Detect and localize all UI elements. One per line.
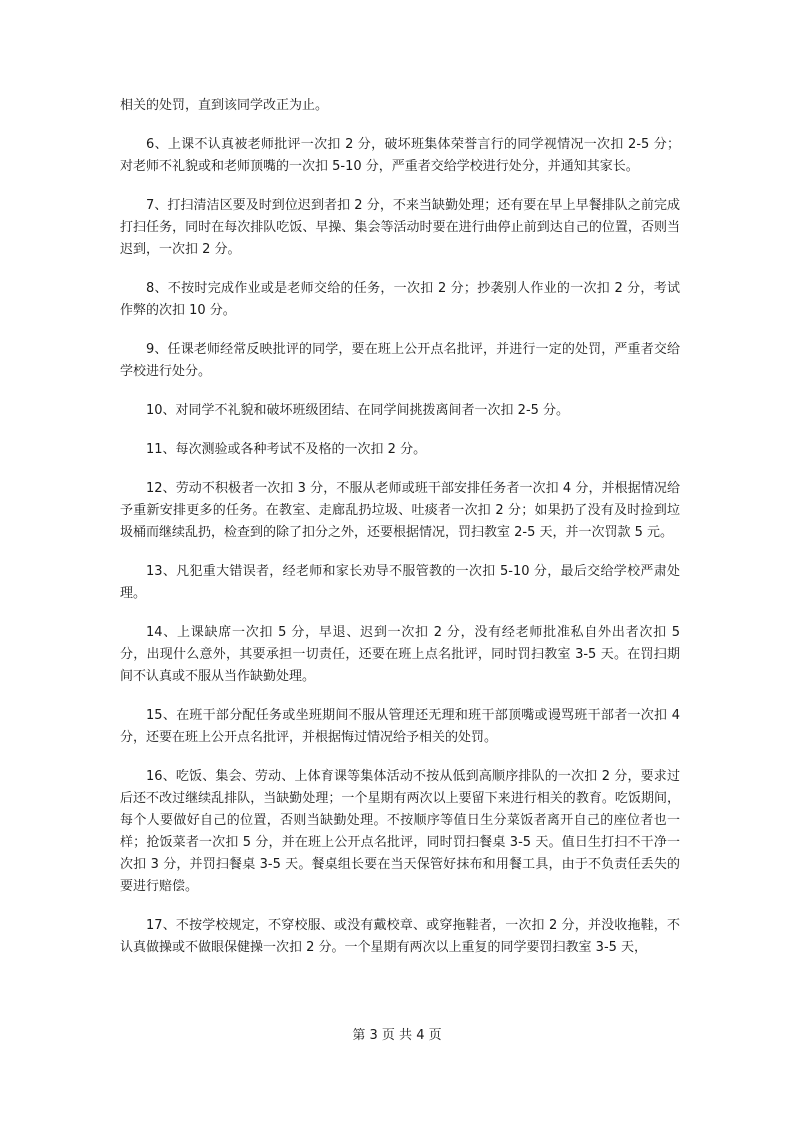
paragraph-rule-7: 7、打扫清洁区要及时到位迟到者扣 2 分，不来当缺勤处理；还有要在早上早餐排队之前完成打扫任务，同时在每次排队吃饭、早操、集会等活动时要在进行曲停止前到达自己的位置，否则当迟到，一次扣 2 分。 <box>120 198 680 257</box>
page-number-footer: 第 3 页 共 4 页 <box>352 1028 442 1043</box>
paragraph-rule-15: 15、在班干部分配任务或坐班期间不服从管理还无理和班干部顶嘴或谩骂班干部者一次扣 4 分，还要在班上公开点名批评，并根据悔过情况给予相关的处罚。 <box>120 708 680 745</box>
paragraph-rule-9: 9、任课老师经常反映批评的同学，要在班上公开点名批评，并进行一定的处罚，严重者交给学校进行处分。 <box>120 342 680 379</box>
paragraph-rule-13: 13、凡犯重大错误者，经老师和家长劝导不服管教的一次扣 5-10 分，最后交给学校严肃处理。 <box>120 564 680 601</box>
paragraph-rule-6: 6、上课不认真被老师批评一次扣 2 分，破坏班集体荣誉言行的同学视情况一次扣 2-5 分；对老师不礼貌或和老师顶嘴的一次扣 5-10 分，严重者交给学校进行处分，并通知其家长。 <box>120 137 680 174</box>
paragraph-rule-8: 8、不按时完成作业或是老师交给的任务，一次扣 2 分；抄袭别人作业的一次扣 2 分，考试作弊的次扣 10 分。 <box>120 281 680 318</box>
paragraph-rule-17: 17、不按学校规定，不穿校服、或没有戴校章、或穿拖鞋者，一次扣 2 分，并没收拖鞋，不认真做操或不做眼保健操一次扣 2 分。一个星期有两次以上重复的同学要罚扫教室 3-5 天， <box>120 918 680 955</box>
paragraph-rule-14: 14、上课缺席一次扣 5 分，早退、迟到一次扣 2 分，没有经老师批准私自外出者次扣 5 分，出现什么意外，其要承担一切责任，还要在班上点名批评，同时罚扫教室 3-5 天。在罚扫期间不认真或不服从当作缺勤处理。 <box>120 625 680 684</box>
paragraph-rule-16: 16、吃饭、集会、劳动、上体育课等集体活动不按从低到高顺序排队的一次扣 2 分，要求过后还不改过继续乱排队，当缺勤处理；一个星期有两次以上要留下来进行相关的教育。吃饭期间，每个人要做好自己的位置，否则当缺勤处理。不按顺序等值日生分菜饭者离开自己的座位者也一样；抢饭菜者一次扣 5 分，并在班上公开点名批评，同时罚扫餐桌 3-5 天。值日生打扫不干净一次扣 3 分，并罚扫餐桌 3-5 天。餐桌组长要在当天保管好抹布和用餐工具，由于不负责任丢失的要进行赔偿。 <box>120 769 680 894</box>
document-body <box>120 95 680 976</box>
paragraph-rule-12: 12、劳动不积极者一次扣 3 分，不服从老师或班干部安排任务者一次扣 4 分，并根据情况给予重新安排更多的任务。在教室、走廊乱扔垃圾、吐痰者一次扣 2 分；如果扔了没有及时捡到垃圾桶而继续乱扔，检查到的除了扣分之外，还要根据情况，罚扫教室 2-5 天，并一次罚款 5 元。 <box>120 481 680 540</box>
paragraph-rule-11: 11、每次测验或各种考试不及格的一次扣 2 分。 <box>146 442 427 457</box>
paragraph-continuation: 相关的处罚，直到该同学改正为止。 <box>120 98 329 113</box>
paragraph-rule-10: 10、对同学不礼貌和破坏班级团结、在同学间挑拨离间者一次扣 2-5 分。 <box>146 403 570 418</box>
